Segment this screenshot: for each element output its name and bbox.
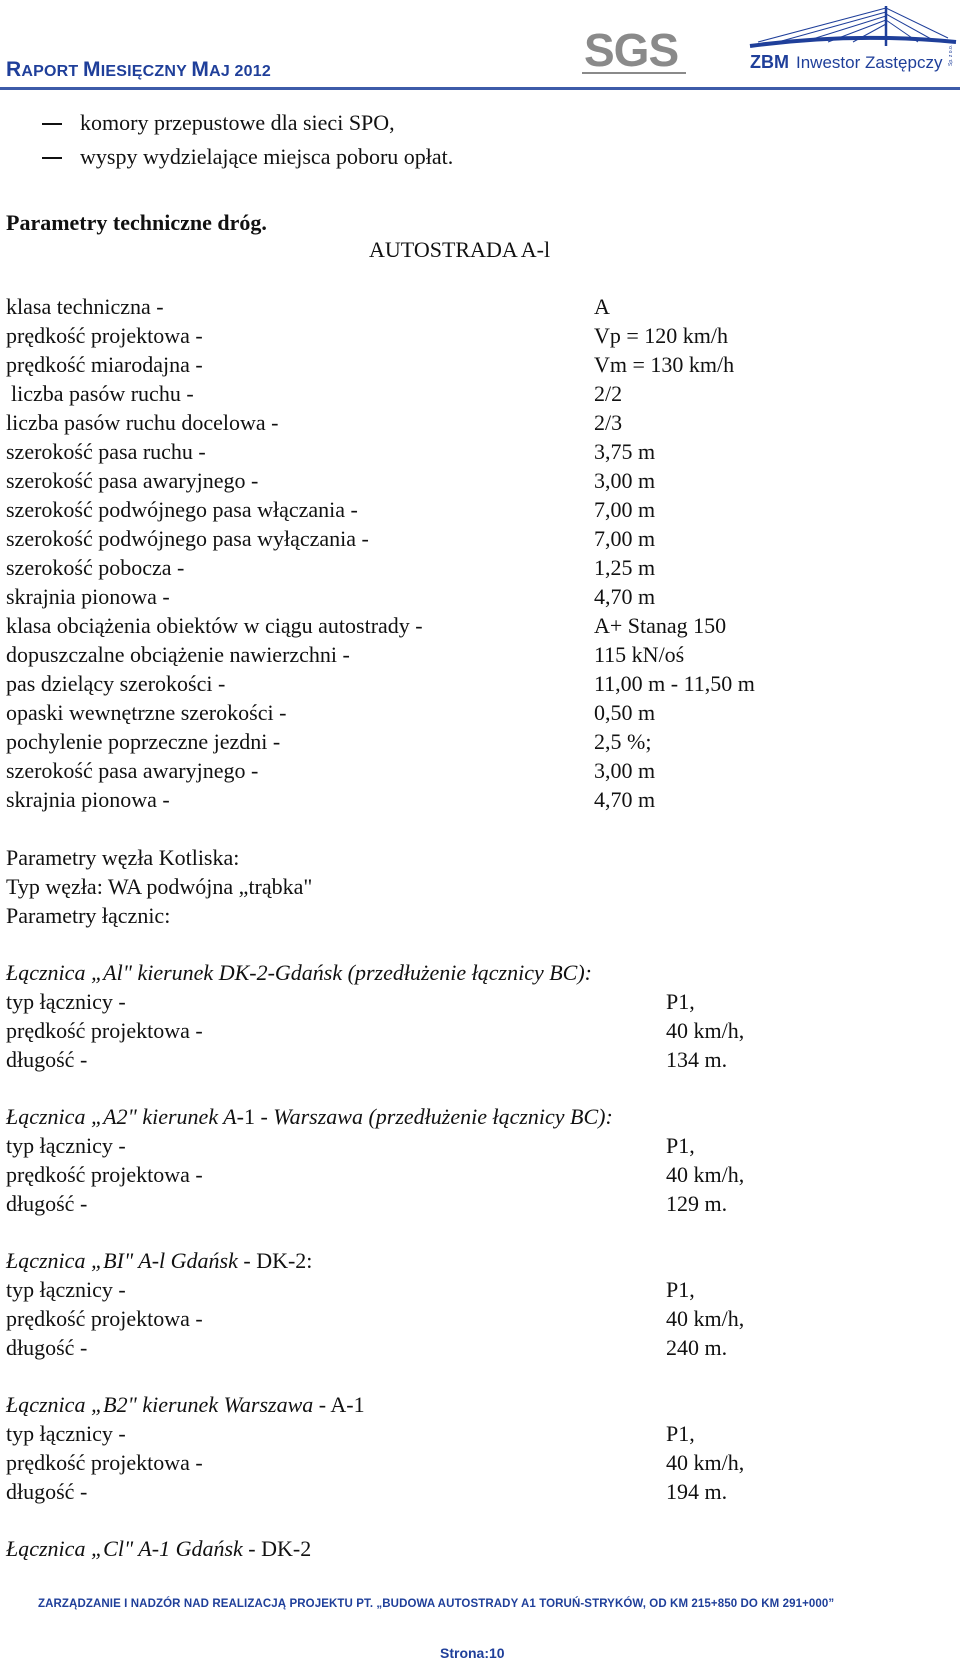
param-value: 4,70 m: [594, 787, 656, 812]
list-item: komory przepustowe dla sieci SPO,: [80, 110, 395, 135]
connector-row-value: 129 m.: [666, 1191, 728, 1216]
param-value: 7,00 m: [594, 526, 656, 551]
param-label: skrajnia pionowa -: [6, 787, 170, 812]
autostrada-heading: AUTOSTRADA A-l: [369, 237, 551, 262]
param-label: klasa obciążenia obiektów w ciągu autostrady -: [6, 613, 423, 638]
connector-row-value: 40 km/h,: [666, 1306, 745, 1331]
title-part-aport: APORT: [21, 63, 84, 80]
param-label: klasa techniczna -: [6, 294, 164, 319]
connector-row-value: 40 km/h,: [666, 1162, 745, 1187]
footer-project-title: ZARZĄDZANIE I NADZÓR NAD REALIZACJĄ PROJEKTU PT. „BUDOWA AUTOSTRADY A1 TORUŃ-STRYKÓW, OD KM 215+850 DO KM 291+000”: [38, 1598, 835, 1610]
param-label: prędkość miarodajna -: [6, 352, 203, 377]
connector-params-heading: Parametry łącznic:: [6, 903, 171, 928]
report-title: [6, 58, 271, 82]
section-heading: Parametry techniczne dróg.: [6, 210, 267, 235]
connector-row-value: P1,: [666, 989, 695, 1014]
sgs-logo-text: SGS: [584, 24, 679, 76]
connector-row-value: 40 km/h,: [666, 1450, 745, 1475]
connector-title: [6, 1536, 311, 1562]
connector-title-plain: - DK-2: [242, 1536, 312, 1561]
param-value: 2,5 %;: [594, 729, 652, 754]
zbm-brand-text: ZBM: [750, 52, 789, 72]
param-label: dopuszczalne obciążenie nawierzchni -: [6, 642, 350, 667]
connector-title: [6, 1392, 365, 1418]
connector-title-plain: - A-1: [313, 1392, 365, 1417]
param-value: 4,70 m: [594, 584, 656, 609]
param-value: 2/2: [594, 381, 623, 406]
param-value: 0,50 m: [594, 700, 656, 725]
title-part-iesieczny: IESIĘCZNY: [100, 63, 192, 80]
connector-row-value: 194 m.: [666, 1479, 728, 1504]
connector-row-label: długość -: [6, 1479, 88, 1504]
title-initial-m: M: [83, 58, 101, 81]
connector-title: [6, 1248, 312, 1274]
page-number-value: 10: [489, 1645, 505, 1661]
param-label: szerokość podwójnego pasa wyłączania -: [6, 526, 369, 551]
connector-row-label: długość -: [6, 1335, 88, 1360]
param-label: pas dzielący szerokości -: [6, 671, 226, 696]
connector-row-label: typ łącznicy -: [6, 1277, 126, 1302]
param-label: prędkość projektowa -: [6, 323, 203, 348]
connector-row-value: P1,: [666, 1133, 695, 1158]
param-value: 11,00 m - 11,50 m: [594, 671, 755, 696]
list-dash-icon: [42, 157, 62, 159]
connector-row-label: typ łącznicy -: [6, 1133, 126, 1158]
connector-title: [6, 1104, 613, 1130]
list-dash-icon: [42, 123, 62, 125]
connector-row-label: prędkość projektowa -: [6, 1018, 203, 1043]
connector-row-label: prędkość projektowa -: [6, 1306, 203, 1331]
param-label: liczba pasów ruchu docelowa -: [6, 410, 279, 435]
param-value: 115 kN/oś: [594, 642, 685, 667]
param-value: 1,25 m: [594, 555, 656, 580]
page-number: [440, 1645, 505, 1661]
connector-title-plain: - DK-2:: [237, 1248, 313, 1273]
connector-row-value: 134 m.: [666, 1047, 728, 1072]
connector-row-label: prędkość projektowa -: [6, 1450, 203, 1475]
param-label: liczba pasów ruchu -: [11, 381, 194, 406]
connector-row-label: długość -: [6, 1047, 88, 1072]
list-item: wyspy wydzielające miejsca poboru opłat.: [80, 144, 454, 169]
param-value: A: [594, 294, 610, 319]
node-params-heading: Parametry węzła Kotliska:: [6, 845, 240, 870]
connector-title: [6, 960, 592, 986]
connector-row-value: 40 km/h,: [666, 1018, 745, 1043]
param-value: Vp = 120 km/h: [594, 323, 729, 348]
param-value: Vm = 130 km/h: [594, 352, 735, 377]
param-value: 3,75 m: [594, 439, 656, 464]
param-label: szerokość pasa awaryjnego -: [6, 758, 259, 783]
node-type: Typ węzła: WA podwójna „trąbka": [6, 874, 313, 899]
connector-row-label: długość -: [6, 1191, 88, 1216]
connector-title-italic-2: Warszawa (przedłużenie łącznicy BC):: [273, 1104, 613, 1129]
connector-title-italic: Łącznica „B2" kierunek Warszawa: [6, 1392, 314, 1417]
zbm-subtitle-text: Inwestor Zastępczy: [796, 53, 943, 72]
connector-row-label: typ łącznicy -: [6, 989, 126, 1014]
header-rule: [0, 87, 960, 90]
param-value: 3,00 m: [594, 758, 656, 783]
param-value: 2/3: [594, 410, 623, 435]
title-initial-r: R: [6, 58, 22, 81]
param-label: szerokość pasa ruchu -: [6, 439, 206, 464]
connector-row-label: typ łącznicy -: [6, 1421, 126, 1446]
param-label: opaski wewnętrzne szerokości -: [6, 700, 287, 725]
zbm-inwestor-logo: [748, 2, 958, 86]
param-value: 7,00 m: [594, 497, 656, 522]
param-value: 3,00 m: [594, 468, 656, 493]
connector-row-value: P1,: [666, 1421, 695, 1446]
page-number-label: Strona:: [440, 1645, 489, 1661]
title-initial-m2: M: [191, 58, 210, 81]
connector-row-value: 240 m.: [666, 1335, 728, 1360]
param-label: pochylenie poprzeczne jezdni -: [6, 729, 281, 754]
param-label: szerokość pobocza -: [6, 555, 185, 580]
connector-title-italic: Łącznica „A2" kierunek A: [6, 1104, 237, 1129]
param-label: szerokość podwójnego pasa włączania -: [6, 497, 358, 522]
param-label: skrajnia pionowa -: [6, 584, 170, 609]
connector-title-italic: Łącznica „Cl" A-1 Gdańsk: [6, 1536, 243, 1561]
connector-row-label: prędkość projektowa -: [6, 1162, 203, 1187]
param-value: A+ Stanag 150: [594, 613, 727, 638]
param-label: szerokość pasa awaryjnego -: [6, 468, 259, 493]
connector-title-italic: Łącznica „Al" kierunek DK-2-Gdańsk (przedłużenie łącznicy BC):: [6, 960, 592, 985]
connector-title-italic: Łącznica „BI" A-l Gdańsk: [6, 1248, 238, 1273]
title-part-aj: AJ 2012: [209, 63, 271, 80]
sgs-logo: [580, 18, 690, 76]
connector-title-plain: -1 -: [236, 1104, 274, 1129]
connector-row-value: P1,: [666, 1277, 695, 1302]
zbm-small-text: Sp. z o.o.: [948, 44, 954, 66]
